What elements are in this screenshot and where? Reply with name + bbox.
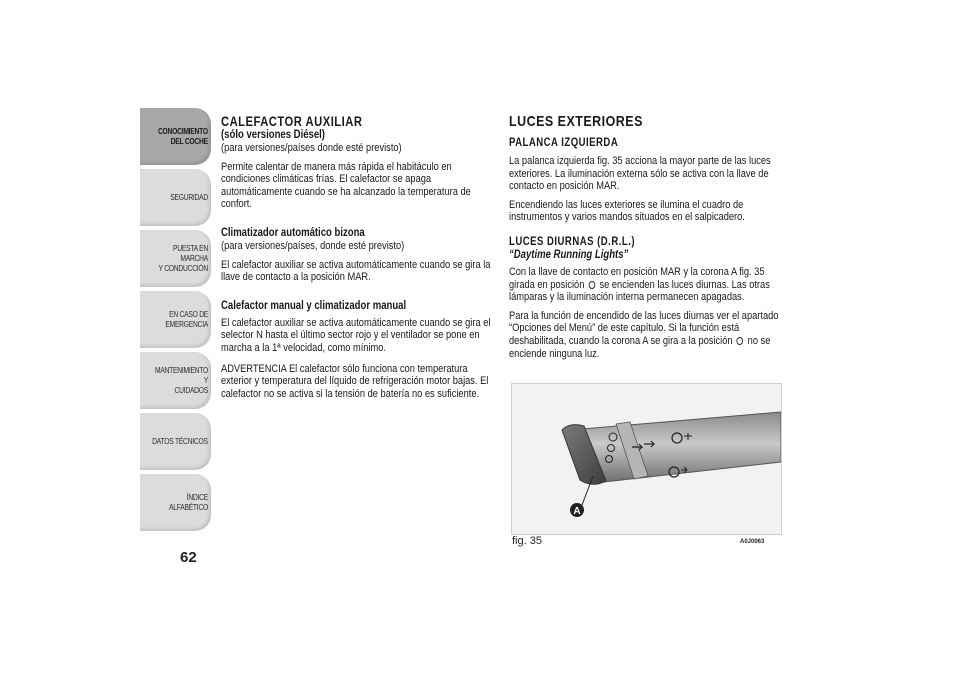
tab-datos-tecnicos[interactable] [140, 413, 211, 470]
availability-note: (para versiones/países, donde esté previsto) [221, 239, 405, 252]
tab-indice-alfabetico[interactable] [140, 474, 211, 531]
paragraph: Permite calentar de manera más rápida el habitáculo en condiciones climáticas frías. El calefactor se apaga automáticamente cuando se ha alcanzado la temperatura de confort. [221, 160, 471, 211]
section-heading: LUCES DIURNAS (D.R.L.) [509, 235, 636, 248]
section-subheading: “Daytime Running Lights” [509, 248, 629, 261]
paragraph [509, 310, 780, 360]
paragraph: La palanca izquierda fig. 35 acciona la mayor parte de las luces exteriores. La iluminación externa sólo se activa con la llave de contacto en posición MAR. [509, 155, 771, 193]
tab-label: SEGURIDAD [170, 192, 208, 202]
paragraph-text: no se enciende ninguna luz. [509, 334, 771, 360]
section-title: LUCES EXTERIORES [509, 113, 643, 130]
paragraph [509, 266, 780, 304]
callout-a: A [573, 506, 581, 517]
tab-label: ÍNDICE ALFABÉTICO [169, 492, 208, 512]
paragraph: Encendiendo las luces exteriores se ilumina el cuadro de instrumentos y varios mandos situados en el salpicadero. [509, 198, 745, 224]
tab-label: MANTENIMIENTO Y CUIDADOS [154, 365, 208, 395]
section-subtitle: (sólo versiones Diésel) [221, 129, 325, 141]
tab-seguridad[interactable] [140, 169, 211, 226]
tab-puesta-en-marcha[interactable] [140, 230, 211, 287]
page-number: 62 [180, 549, 197, 566]
tab-label: EN CASO DE EMERGENCIA [165, 309, 208, 329]
tab-label: CONOCIMIENTO DEL COCHE [158, 126, 208, 146]
tab-mantenimiento[interactable] [140, 352, 211, 409]
drl-position-icon [589, 281, 596, 289]
left-column [221, 114, 493, 406]
figure-code: A0J0063 [740, 539, 765, 545]
tab-conocimiento-del-coche[interactable] [140, 108, 211, 165]
subheading: Climatizador automático bizona [221, 226, 365, 239]
chapter-sidebar [140, 108, 211, 535]
tab-label: DATOS TÉCNICOS [152, 436, 208, 446]
off-position-icon [737, 337, 744, 345]
tab-en-caso-de-emergencia[interactable] [140, 291, 211, 348]
paragraph-text: se encienden las luces diurnas. Las otras lámparas y la iluminación interna permanecen apagadas. [509, 278, 770, 304]
subheading: Calefactor manual y climatizador manual [221, 299, 407, 312]
availability-note: (para versiones/países donde esté previsto) [221, 142, 402, 154]
warning-paragraph: ADVERTENCIA El calefactor sólo funciona con temperatura exterior y temperatura del líquido de refrigeración motor bajas. El calefactor no se activa si la tensión de batería no es suficiente. [221, 362, 489, 400]
lever-illustration [511, 383, 782, 535]
paragraph-text: Para la función de encendido de las luces diurnas ver el apartado “Opciones del Menú” de este capítulo. Si la función está deshabilitada, cuando la corona A se gira a la posición [509, 309, 779, 347]
section-title: CALEFACTOR AUXILIAR [221, 114, 363, 129]
figure-caption: fig. 35 [512, 535, 542, 547]
paragraph: El calefactor auxiliar se activa automáticamente cuando se gira la llave de contacto a la posición MAR. [221, 258, 491, 284]
stalk-icon [512, 384, 781, 534]
tab-label: PUESTA EN MARCHA Y CONDUCCIÓN [158, 243, 208, 273]
section-heading: PALANCA IZQUIERDA [509, 137, 619, 149]
paragraph-text: Con la llave de contacto en posición MAR y la corona A fig. 35 girada en posición [509, 265, 765, 291]
right-column [509, 114, 781, 366]
paragraph: El calefactor auxiliar se activa automáticamente cuando se gira el selector N hasta el último sector rojo y el ventilador se pone en marcha a la 1ª velocidad, como mínimo. [221, 316, 491, 354]
